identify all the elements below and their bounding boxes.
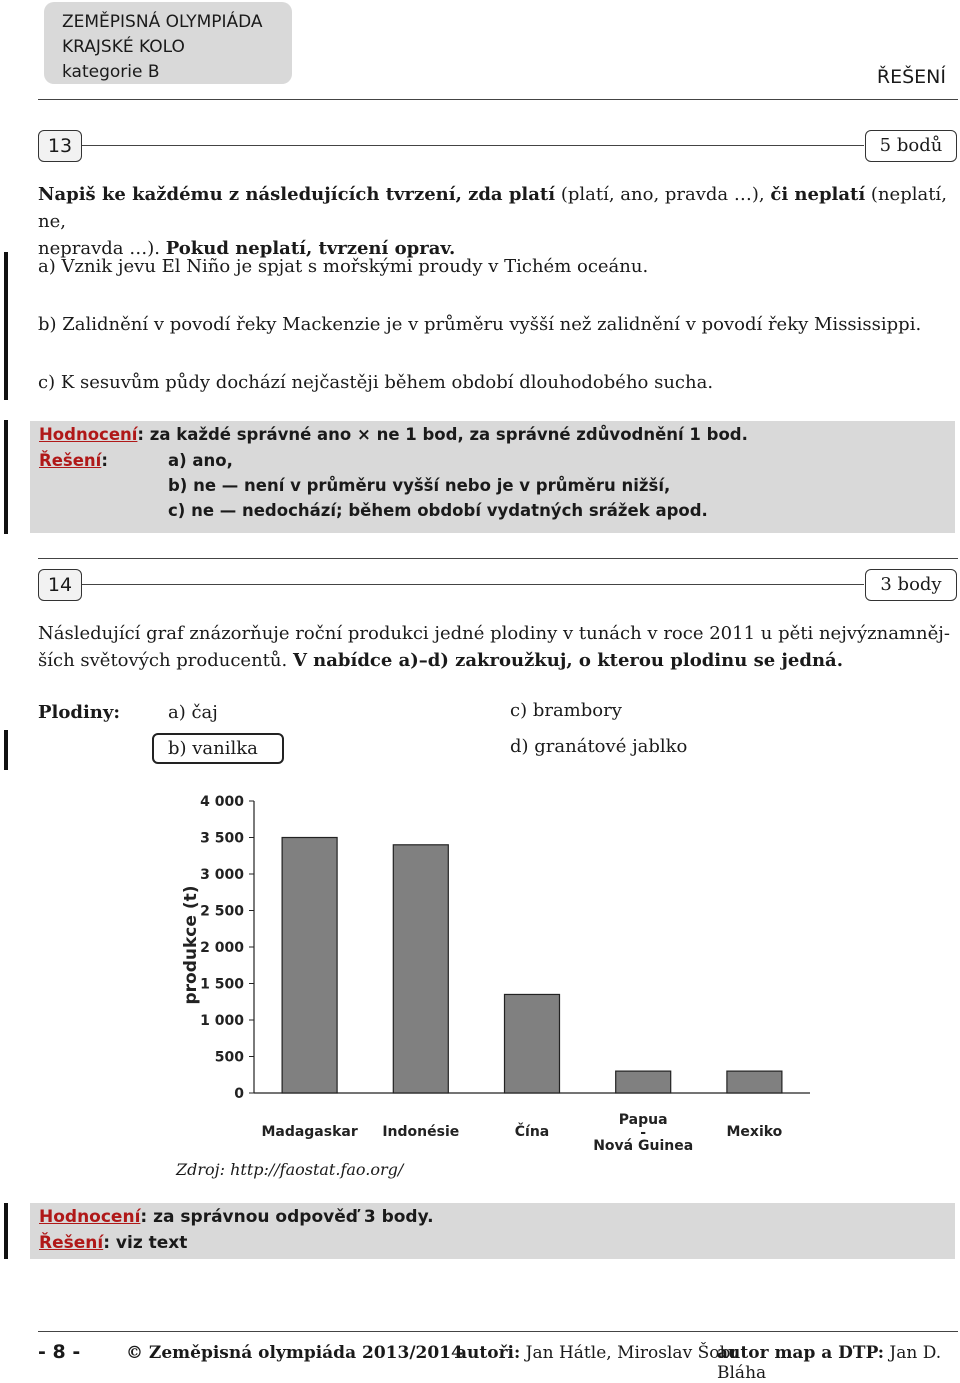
q14-instruction bbox=[38, 620, 958, 674]
q13-instruction bbox=[38, 181, 953, 262]
x-tick-label: Mexiko bbox=[726, 1124, 783, 1140]
option-c: c) brambory bbox=[510, 700, 622, 721]
answer-c: c) ne — nedochází; během období vydatných srážek apod. bbox=[168, 501, 708, 520]
q13-instr-bold2: či neplatí bbox=[770, 184, 866, 205]
option-d: d) granátové jablko bbox=[510, 736, 688, 757]
header-round: KRAJSKÉ KOLO bbox=[62, 37, 185, 57]
q14-text-line2b: V nabídce a)–d) zakroužkuj, o kterou plodinu se jedná. bbox=[292, 650, 843, 671]
header-title: ZEMĚPISNÁ OLYMPIÁDA bbox=[62, 12, 263, 32]
footer-authors bbox=[456, 1343, 738, 1363]
points-14: 3 body bbox=[865, 569, 957, 601]
q13-statement-c: c) K sesuvům půdy dochází nejčastěji během období dlouhodobého sucha. bbox=[38, 372, 714, 393]
y-tick-label: 4 000 bbox=[200, 794, 244, 810]
q13-evaluation-box bbox=[30, 421, 955, 533]
q13-rule bbox=[82, 145, 864, 146]
footer-copyright: © Zeměpisná olympiáda 2013/2014 bbox=[126, 1343, 463, 1363]
bar-chart bbox=[0, 780, 960, 1160]
authors-label: autoři: bbox=[456, 1343, 521, 1363]
x-tick-label: Nová Guinea bbox=[593, 1138, 694, 1154]
margin-bar bbox=[4, 420, 8, 534]
y-tick-label: 0 bbox=[234, 1086, 244, 1102]
hodnoceni-label: Hodnocení bbox=[39, 425, 138, 444]
y-tick-label: 1 000 bbox=[200, 1013, 244, 1029]
q14-text-line2a: ších světových producentů. bbox=[38, 650, 293, 671]
dtp-label: autor map a DTP: bbox=[717, 1343, 885, 1363]
x-tick-label: Indonésie bbox=[382, 1124, 460, 1140]
bar bbox=[393, 845, 448, 1093]
header-box bbox=[44, 2, 292, 84]
q14-evaluation-box bbox=[30, 1203, 955, 1259]
q14-top-rule bbox=[38, 558, 958, 559]
reseni-colon: : bbox=[101, 451, 108, 470]
footer-rule bbox=[38, 1331, 958, 1332]
bar bbox=[282, 838, 337, 1094]
y-tick-label: 3 500 bbox=[200, 830, 244, 847]
x-tick-label: - bbox=[640, 1125, 647, 1141]
q13-statement-a: a) Vznik jevu El Niño je spjat s mořskými proudy v Tichém oceánu. bbox=[38, 256, 649, 277]
q13-instr-line2b: Pokud neplatí, tvrzení oprav. bbox=[165, 238, 456, 259]
reseni-label: Řešení bbox=[39, 451, 102, 470]
hodnoceni-text: : za každé správné ano × ne 1 bod, za správné zdůvodnění 1 bod. bbox=[137, 425, 748, 444]
q14-text-line1: Následující graf znázorňuje roční produkci jedné plodiny v tunách v roce 2011 u pěti nejvýznamněj- bbox=[38, 623, 950, 644]
y-tick-label: 500 bbox=[214, 1049, 244, 1066]
q13-instr-norm1: (platí, ano, pravda …), bbox=[555, 184, 771, 205]
reseni-label: Řešení bbox=[39, 1233, 104, 1253]
question-number-13: 13 bbox=[38, 130, 82, 162]
page-number: - 8 - bbox=[38, 1341, 81, 1363]
y-tick-label: 2 000 bbox=[200, 940, 244, 956]
question-number-14: 14 bbox=[38, 569, 82, 601]
answer-a: a) ano, bbox=[168, 451, 233, 470]
header-category: kategorie B bbox=[62, 62, 160, 82]
plodiny-label: Plodiny: bbox=[38, 702, 120, 723]
y-tick-label: 3 000 bbox=[200, 867, 244, 883]
q13-statement-b: b) Zalidnění v povodí řeky Mackenzie je v průměru vyšší než zalidnění v povodí řeky Mississippi. bbox=[38, 314, 922, 335]
q13-instr-bold1: Napiš ke každému z následujících tvrzení, zda platí bbox=[38, 184, 556, 205]
x-tick-label: Madagaskar bbox=[261, 1124, 358, 1140]
authors-names: Jan Hátle, Miroslav Šobr bbox=[520, 1343, 739, 1363]
bar bbox=[616, 1071, 671, 1093]
y-tick-label: 2 500 bbox=[200, 903, 244, 920]
x-tick-label: Čína bbox=[514, 1124, 550, 1140]
q13-instr-norm2: (neplatí, ne, bbox=[38, 184, 947, 232]
header-divider bbox=[38, 99, 958, 100]
hodnoceni-text: : za správnou odpověď 3 body. bbox=[140, 1207, 434, 1227]
bar bbox=[505, 994, 560, 1093]
y-tick-label: 1 500 bbox=[200, 976, 244, 993]
margin-bar bbox=[4, 1203, 8, 1259]
x-tick-label: Papua bbox=[618, 1112, 668, 1128]
header-solution: ŘEŠENÍ bbox=[876, 66, 946, 88]
dtp-name: Jan D. Bláha bbox=[717, 1343, 942, 1383]
answer-b: b) ne — není v průměru vyšší nebo je v průměru nižší, bbox=[168, 476, 671, 495]
q13-instr-line2a: nepravda …). bbox=[38, 238, 166, 259]
q14-rule bbox=[82, 584, 864, 585]
bar bbox=[727, 1071, 782, 1093]
margin-bar bbox=[4, 252, 8, 400]
option-b-circled: b) vanilka bbox=[152, 733, 284, 764]
points-13: 5 bodů bbox=[865, 130, 957, 162]
reseni-text: : viz text bbox=[103, 1233, 188, 1253]
source-note: Zdroj: http://faostat.fao.org/ bbox=[176, 1160, 404, 1179]
margin-bar bbox=[4, 730, 8, 770]
option-a: a) čaj bbox=[168, 702, 218, 723]
y-axis-label: produkce (t) bbox=[181, 885, 201, 1005]
hodnoceni-label: Hodnocení bbox=[39, 1207, 141, 1227]
footer-dtp bbox=[717, 1343, 960, 1383]
